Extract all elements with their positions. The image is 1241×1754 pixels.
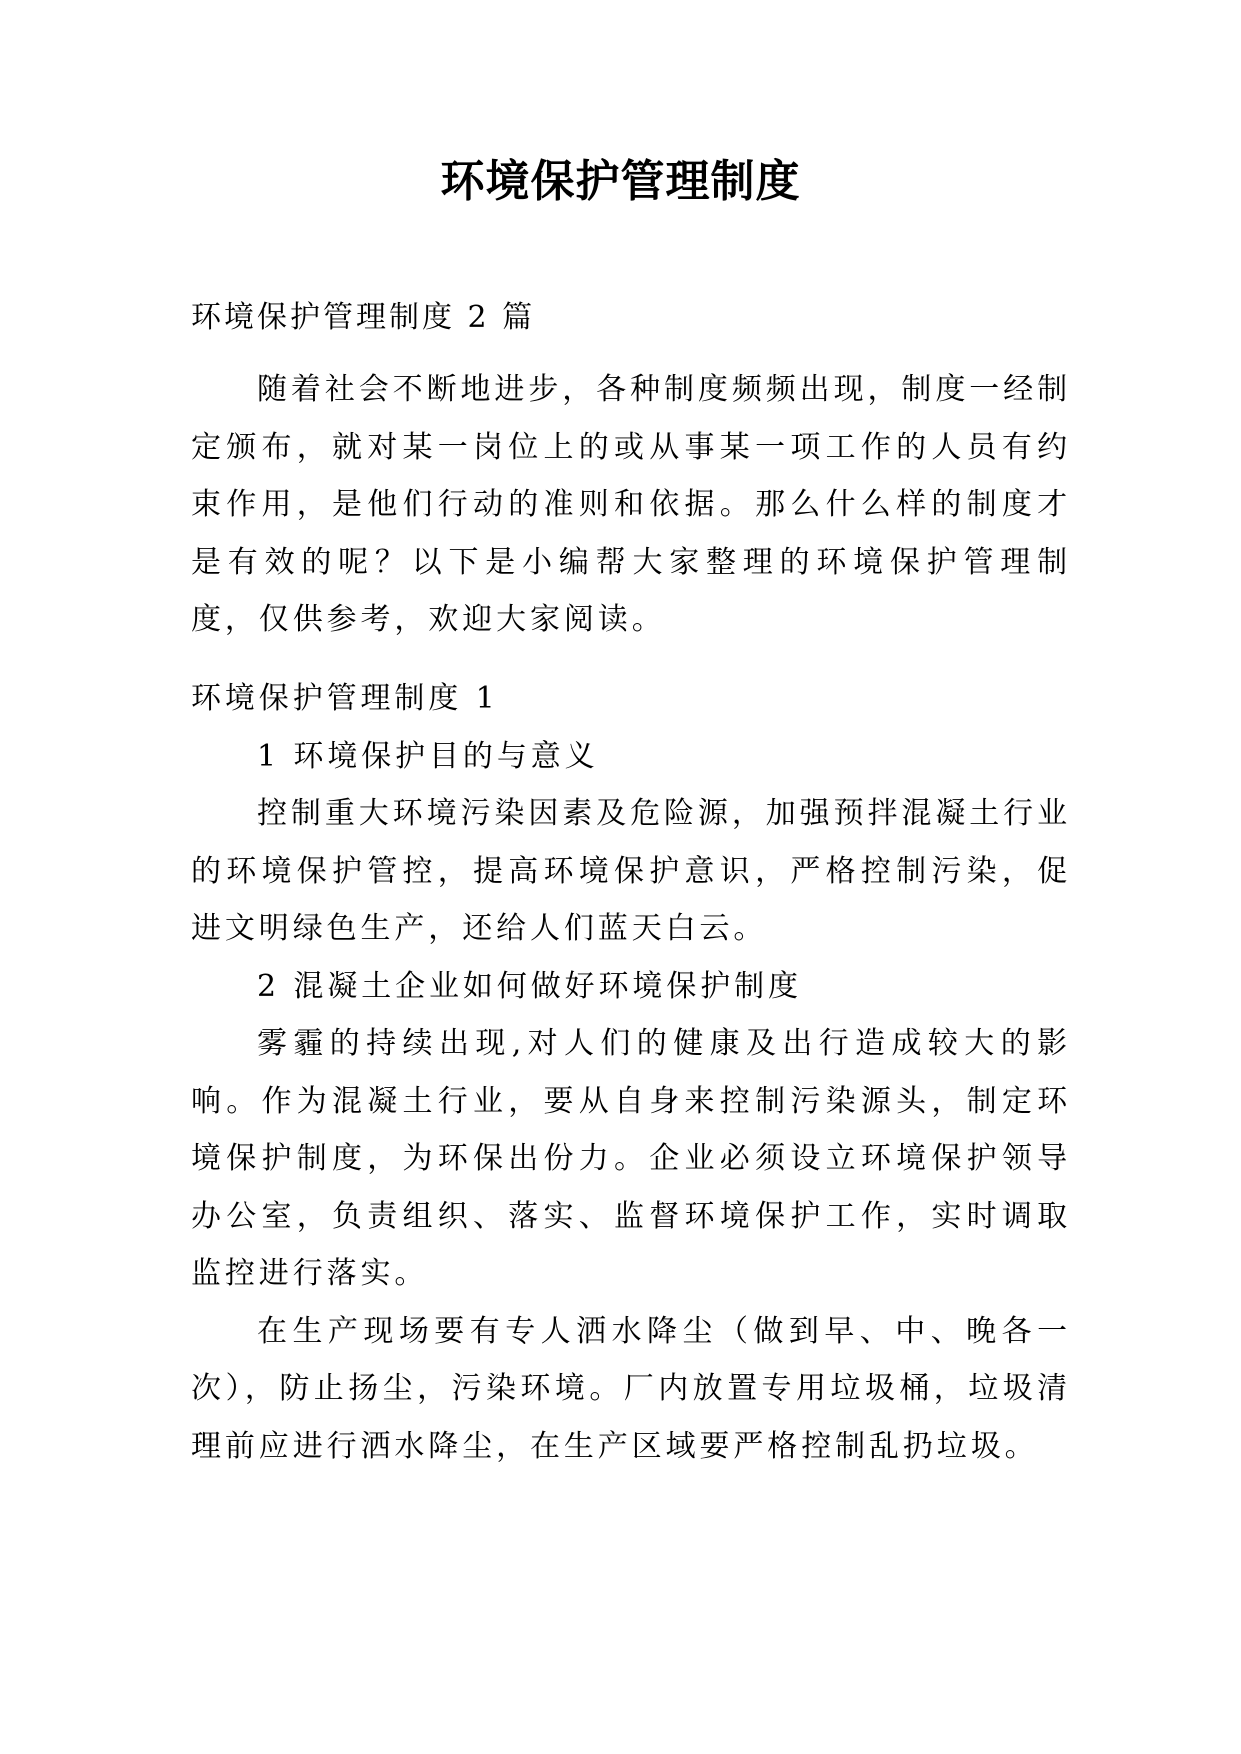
item1-heading: 1 环境保护目的与意义 — [257, 738, 599, 774]
item1-paragraph: 控制重大环境污染因素及危险源，加强预拌混凝土行业的环境保护管控，提高环境保护意识，严格控制污染，促进文明绿色生产，还给人们蓝天白云。 — [191, 796, 1071, 946]
intro-block — [191, 361, 1071, 649]
section1-block — [191, 670, 1071, 1475]
item3-paragraph: 在生产现场要有专人洒水降尘（做到早、中、晚各一次），防止扬尘，污染环境。厂内放置专用垃圾桶，垃圾清理前应进行洒水降尘，在生产区域要严格控制乱扔垃圾。 — [191, 1313, 1071, 1464]
item2-heading: 2 混凝土企业如何做好环境保护制度 — [257, 968, 802, 1004]
intro-paragraph: 随着社会不断地进步，各种制度频频出现，制度一经制定颁布，就对某一岗位上的或从事某一项工作的人员有约束作用，是他们行动的准则和依据。那么什么样的制度才是有效的呢？以下是小编帮大家整理的环境保护管理制度，仅供参考，欢迎大家阅读。 — [191, 372, 1071, 637]
item2-paragraph: 雾霾的持续出现,对人们的健康及出行造成较大的影响。作为混凝土行业，要从自身来控制污染源头，制定环境保护制度，为环保出份力。企业必须设立环境保护领导办公室，负责组织、落实、监督环境保护工作，实时调取监控进行落实。 — [191, 1026, 1071, 1291]
document-subtitle: 环境保护管理制度 2 篇 — [191, 300, 536, 335]
section1-title: 环境保护管理制度 1 — [191, 681, 499, 716]
document-title: 环境保护管理制度 — [440, 156, 801, 207]
